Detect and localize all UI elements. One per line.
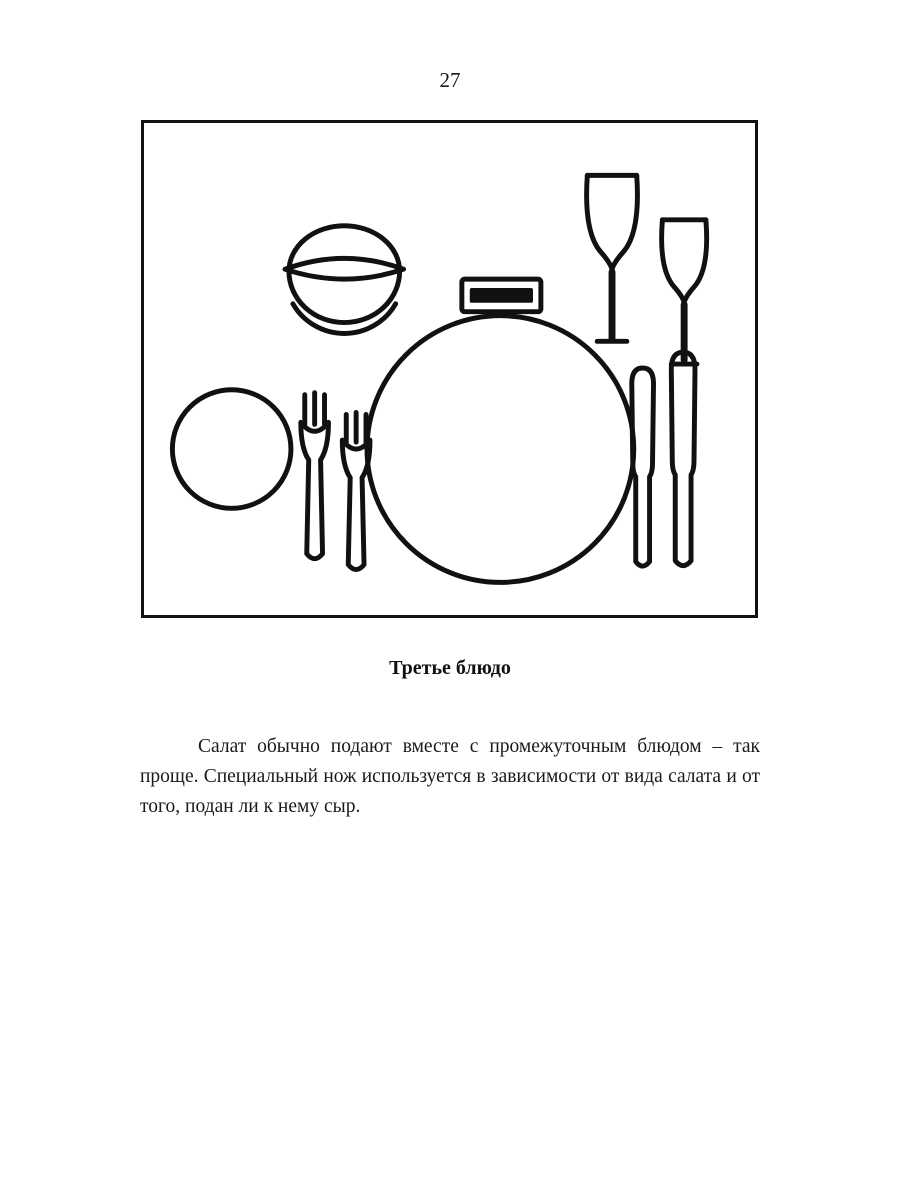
- soup-bowl-shape: [285, 226, 404, 334]
- side-plate-shape: [172, 390, 291, 509]
- wine-glass-shape: [662, 220, 707, 364]
- salad-fork-shape: [301, 393, 329, 559]
- napkin-ring-shape: [462, 279, 541, 312]
- dinner-fork-shape: [342, 412, 370, 569]
- page-number: 27: [439, 68, 461, 92]
- figure-caption: Третье блюдо: [389, 657, 511, 679]
- salad-knife-shape: [632, 368, 654, 566]
- figure-table-setting: [141, 120, 758, 618]
- dinner-knife-shape: [671, 352, 695, 565]
- water-glass-shape: [587, 175, 638, 341]
- dinner-plate-shape: [367, 316, 634, 583]
- body-paragraph: Салат обычно подают вместе с промежуточным блюдом – так проще. Специальный нож используется в зависимости от вида салата и от того, подан ли к нему сыр.: [140, 735, 760, 817]
